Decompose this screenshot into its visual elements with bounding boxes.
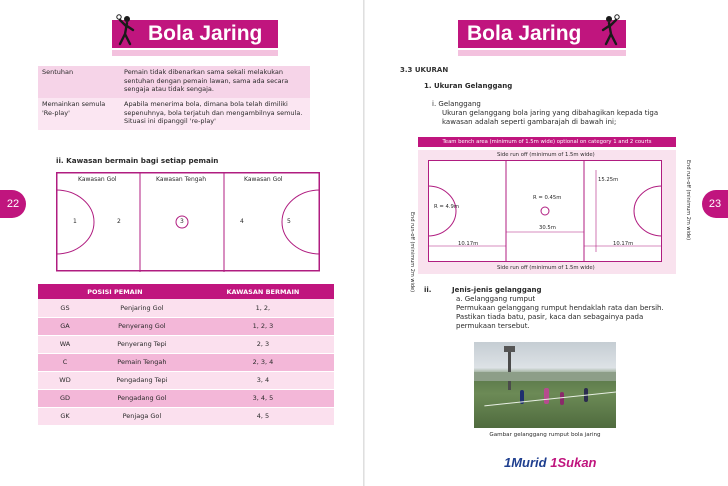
brand-logo [504,455,597,470]
column-header: KAWASAN BERMAIN [192,284,334,299]
position-code: WD [38,371,92,389]
position-name: Penjaga Gol [92,407,192,425]
position-areas: 4, 5 [192,407,334,425]
zone-number: 2 [117,218,121,225]
position-areas: 1, 2, [192,299,334,317]
position-code: GK [38,407,92,425]
book-spine [363,0,365,486]
netball-player-icon [598,14,624,50]
position-code: GS [38,299,92,317]
position-code: WA [38,335,92,353]
position-name: Pengadang Tepi [92,371,192,389]
table-row [38,353,334,371]
position-name: Pemain Tengah [92,353,192,371]
logo-part: 1Murid [504,455,547,470]
page-number-tab: 22 [0,190,26,218]
section-heading: 3.3 UKURAN [400,66,449,74]
end-run-off-label: End run-off (minimum 2m wide) [685,160,691,241]
left-page-title: Bola Jaring [148,22,263,45]
logo-part: 1Sukan [550,455,597,470]
right-page-title: Bola Jaring [467,22,582,45]
position-areas: 3, 4 [192,371,334,389]
position-name: Penjaring Gol [92,299,192,317]
position-code: GA [38,317,92,335]
position-name: Pengadang Gol [92,389,192,407]
table-row [38,389,334,407]
zone-label: Kawasan Gol [78,176,117,183]
zone-label: Kawasan Gol [244,176,283,183]
dimension-label: 15.25m [598,177,619,183]
position-name: Penyerang Tepi [92,335,192,353]
sub-heading: i. Gelanggang [432,100,481,108]
section-title: ii. Kawasan bermain bagi setiap pemain [56,156,219,165]
dimension-label: 30.5m [539,225,556,231]
item-heading: 1. Ukuran Gelanggang [424,82,513,90]
end-run-off-label: End run-off (minimum 2m wide) [409,212,415,293]
position-areas: 2, 3 [192,335,334,353]
position-areas: 2, 3, 4 [192,353,334,371]
team-bench-label: Team bench area (minimum of 1.5m wide) optional on category 1 and 2 courts [418,137,676,147]
right-header-stripe [458,50,626,56]
position-areas: 1, 2, 3 [192,317,334,335]
table-header-row [38,284,334,299]
dimension-label: R = 0.45m [533,195,562,201]
position-code: C [38,353,92,371]
zone-number: 5 [287,218,291,225]
position-name: Penyerang Gol [92,317,192,335]
page-number-tab: 23 [702,190,728,218]
table-row [38,317,334,335]
table-row [38,299,334,317]
body-text: Permukaan gelanggang rumput hendaklah rata dan bersih. Pastikan tiada batu, pasir, kaca dan sebagainya pada permukaan tersebut. [456,304,664,330]
table-row [38,335,334,353]
position-code: GD [38,389,92,407]
positions-table [38,284,334,426]
table-row [38,407,334,425]
zone-number: 4 [240,218,244,225]
side-run-off-label: Side run off (minimum of 1.5m wide) [497,265,595,271]
rule-desc: Apabila menerima bola, dimana bola telah dimiliki sepenuhnya, bola terjatuh dan mengambilnya semula. Situasi ini dipanggil 're-play' [120,98,310,130]
body-text: Ukuran gelanggang bola jaring yang dibahagikan kepada tiga kawasan adalah seperti gambarajah di bawah ini; [442,109,659,126]
zone-label: Kawasan Tengah [156,176,207,183]
table-row [38,98,310,130]
dimension-label: R = 4.9m [434,204,460,210]
table-row [38,371,334,389]
zone-number: 1 [73,218,77,225]
item-number: ii. [424,286,432,294]
rules-table [38,66,310,130]
rule-desc: Pemain tidak dibenarkan sama sekali melakukan sentuhan dengan pemain lawan, sama ada secara sengaja atau tidak sengaja. [120,66,310,98]
zone-number: 3 [180,218,184,225]
court-zones-diagram [56,172,320,272]
rule-term: Memainkan semula 'Re-play' [38,98,120,130]
dimension-label: 10.17m [458,241,479,247]
dimension-label: 10.17m [613,241,634,247]
sub-heading: a. Gelanggang rumput [456,295,536,303]
netball-player-icon [112,14,138,50]
photo-caption: Gambar gelanggang rumput bola jaring [489,432,601,438]
side-run-off-label: Side run off (minimum of 1.5m wide) [497,152,595,158]
rule-term: Sentuhan [38,66,120,98]
table-row [38,66,310,98]
column-header: POSISI PEMAIN [38,284,192,299]
court-photo [474,342,616,428]
item-heading: Jenis-jenis gelanggang [452,286,542,294]
left-header-stripe [112,50,278,56]
position-areas: 3, 4, 5 [192,389,334,407]
